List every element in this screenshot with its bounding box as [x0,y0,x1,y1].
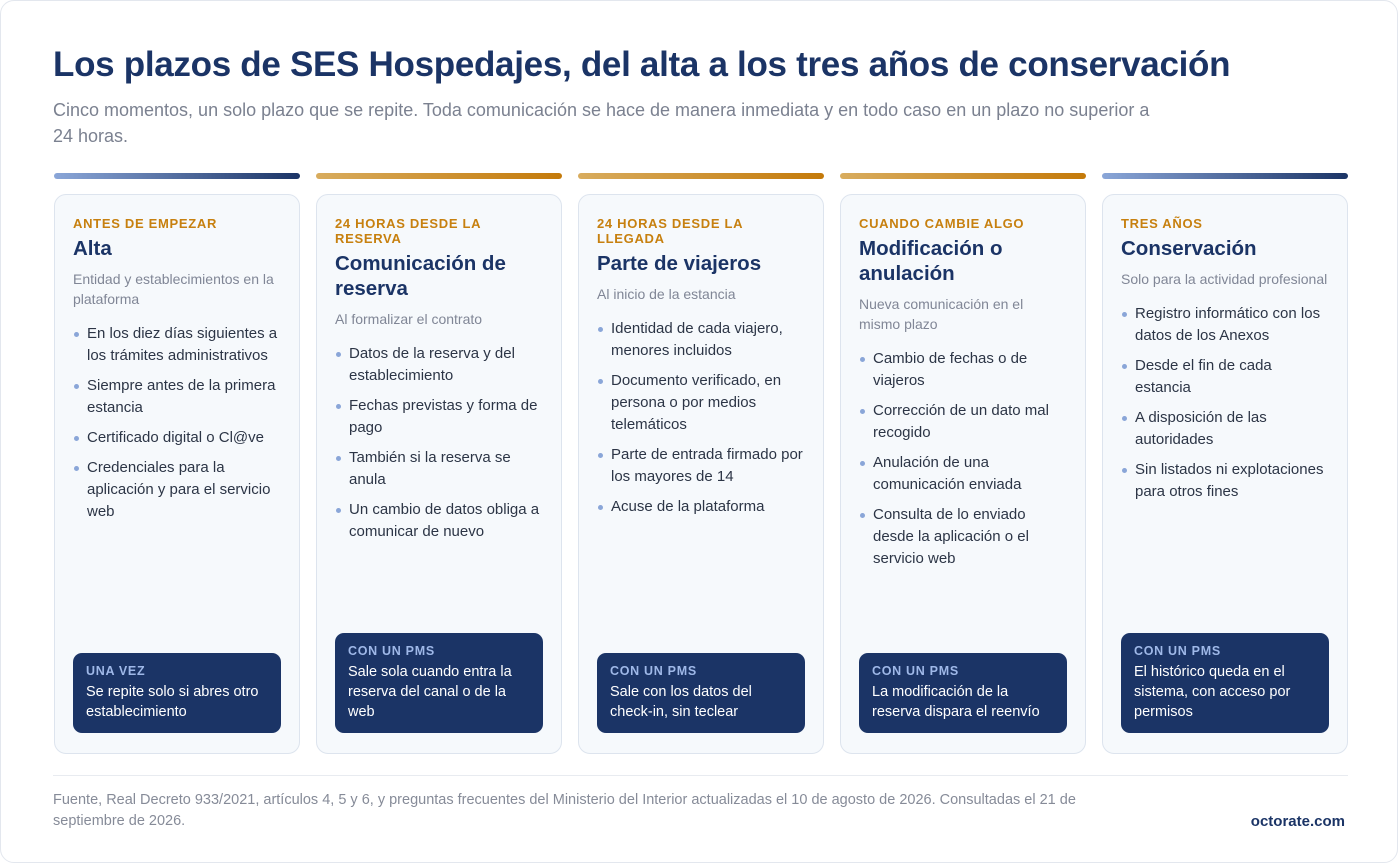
phase-card [840,194,1086,754]
list-item: Certificado digital o Cl@ve [73,427,281,449]
pms-note-text: Se repite solo si abres otro establecimiento [86,684,259,720]
phase-subtitle: Entidad y establecimientos en la plataforma [73,271,274,307]
phase-card [316,194,562,754]
list-item: Credenciales para la aplicación y para el servicio web [73,457,281,523]
list-item: Registro informático con los datos de los Anexos [1121,303,1329,347]
phase-items [335,343,543,543]
list-item: Documento verificado, en persona o por medios telemáticos [597,370,805,436]
phase-bar [840,173,1086,179]
phase-kicker: 24 HORAS DESDE LA RESERVA [335,216,481,246]
pms-note-text: Sale con los datos del check-in, sin teclear [610,684,752,720]
list-item: Datos de la reserva y del establecimiento [335,343,543,387]
phase-kicker: 24 HORAS DESDE LA LLEGADA [597,216,743,246]
list-item: A disposición de las autoridades [1121,407,1329,451]
pms-note [859,653,1067,733]
phase-card [54,194,300,754]
list-item: Siempre antes de la primera estancia [73,375,281,419]
phase-title: Comunicación de reserva [335,252,506,300]
phase-bar [578,173,824,179]
list-item: En los diez días siguientes a los trámites administrativos [73,323,281,367]
phase-kicker: CUANDO CAMBIE ALGO [859,216,1025,231]
pms-note [1121,633,1329,733]
phase-title: Parte de viajeros [597,252,762,275]
phase-bar [54,173,300,179]
list-item: Anulación de una comunicación enviada [859,452,1067,496]
pms-note [335,633,543,733]
pms-note [597,653,805,733]
phase-bar [316,173,562,179]
list-item: Parte de entrada firmado por los mayores de 14 [597,444,805,488]
list-item: También si la reserva se anula [335,447,543,491]
phase-bar [1102,173,1348,179]
phase-items [597,318,805,518]
phase-card [578,194,824,754]
phase-subtitle: Nueva comunicación en el mismo plazo [859,296,1024,332]
pms-note [73,653,281,733]
phase-subtitle: Solo para la actividad profesional [1121,271,1328,287]
list-item: Identidad de cada viajero, menores incluidos [597,318,805,362]
footer-divider [53,775,1348,776]
list-item: Acuse de la plataforma [597,496,805,518]
pms-note-text: El histórico queda en el sistema, con acceso por permisos [1134,664,1291,720]
phase-kicker: TRES AÑOS [1121,216,1203,231]
pms-note-kicker: CON UN PMS [1134,644,1221,658]
phase-title: Conservación [1121,237,1257,260]
pms-note-kicker: UNA VEZ [86,664,146,678]
phase-card [1102,194,1348,754]
list-item: Un cambio de datos obliga a comunicar de nuevo [335,499,543,543]
brand-link[interactable]: octorate.com [1250,813,1345,830]
pms-note-kicker: CON UN PMS [872,664,959,678]
phase-title: Alta [73,237,112,260]
phase-subtitle: Al formalizar el contrato [335,311,483,327]
pms-note-text: Sale sola cuando entra la reserva del canal o de la web [348,664,512,720]
page-subtitle: Cinco momentos, un solo plazo que se repite. Toda comunicación se hace de manera inmediata y en todo caso en un plazo no superior a 24 horas. [53,100,1150,146]
phase-kicker: ANTES DE EMPEZAR [73,216,218,231]
list-item: Sin listados ni explotaciones para otros fines [1121,459,1329,503]
phase-items [1121,303,1329,503]
list-item: Corrección de un dato mal recogido [859,400,1067,444]
list-item: Cambio de fechas o de viajeros [859,348,1067,392]
phase-items [73,323,281,523]
phase-subtitle: Al inicio de la estancia [597,286,736,302]
phase-items [859,348,1067,570]
list-item: Desde el fin de cada estancia [1121,355,1329,399]
page-title: Los plazos de SES Hospedajes, del alta a los tres años de conservación [53,45,1231,84]
source-note: Fuente, Real Decreto 933/2021, artículos 4, 5 y 6, y preguntas frecuentes del Ministerio del Interior actualizadas el 10 de agosto de 2026. Consultadas el 21 de septiembre de 2026. [53,792,1076,829]
pms-note-kicker: CON UN PMS [348,644,435,658]
list-item: Fechas previstas y forma de pago [335,395,543,439]
pms-note-kicker: CON UN PMS [610,664,697,678]
phase-title: Modificación o anulación [859,237,1003,285]
pms-note-text: La modificación de la reserva dispara el reenvío [872,684,1040,720]
list-item: Consulta de lo enviado desde la aplicación o el servicio web [859,504,1067,570]
